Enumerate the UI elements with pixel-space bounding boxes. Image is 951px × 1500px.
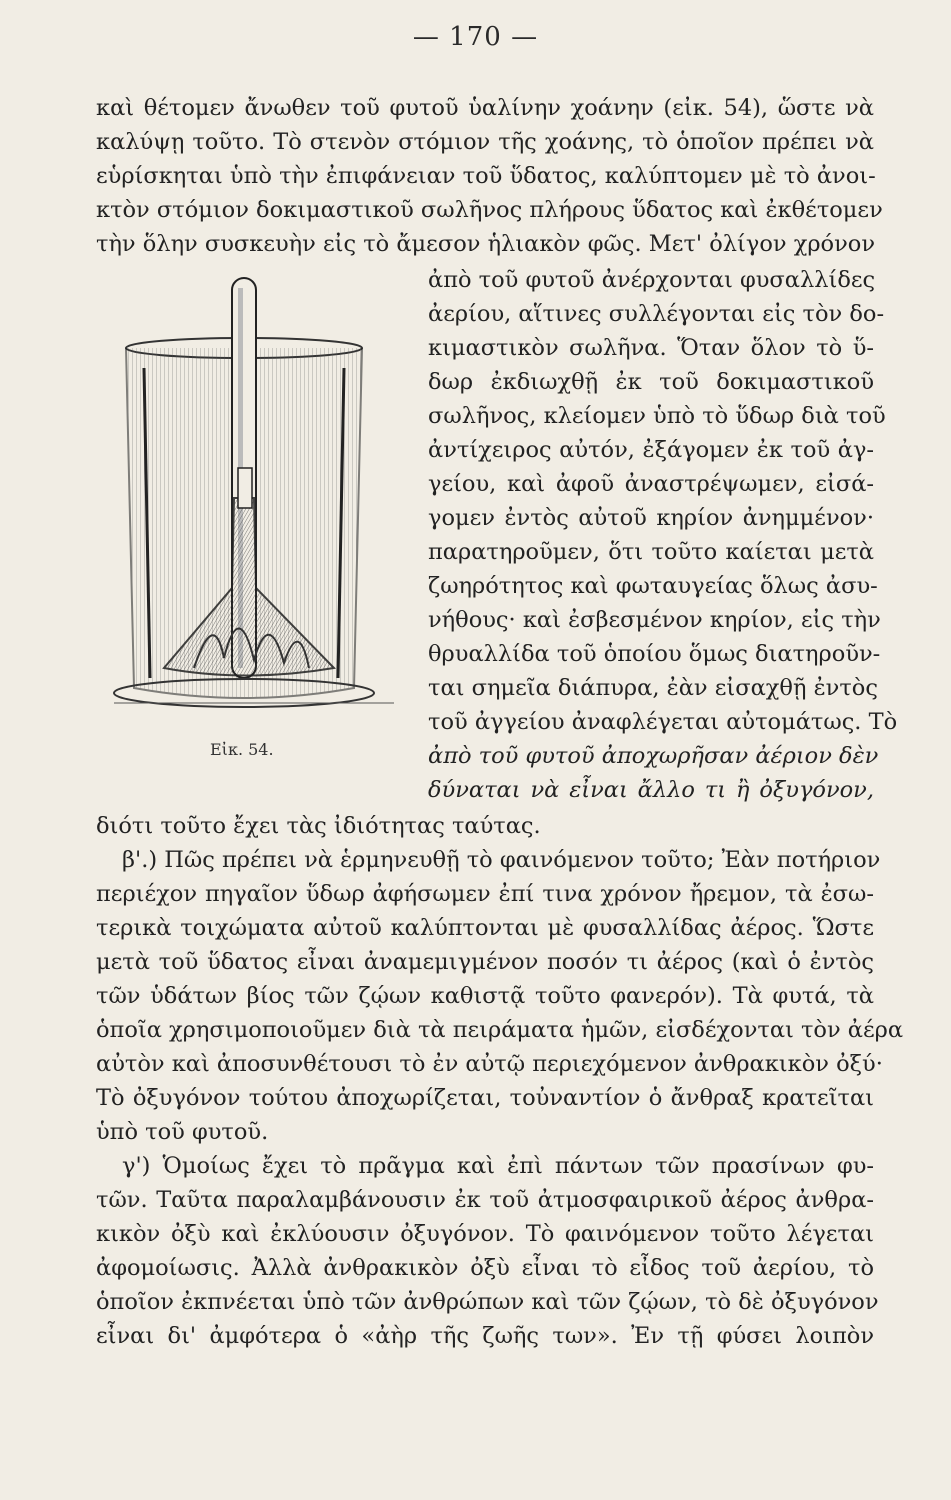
text-line: κικὸν ὀξὺ καὶ ἐκλύουσιν ὀξυγόνον. Τὸ φαινόμενον τοῦτο λέγεται [96,1221,874,1247]
text-line: μετὰ τοῦ ὕδατος εἶναι ἀναμεμιγμένον ποσόν τι ἀέρος (καὶ ὁ ἐντὸς [96,949,874,975]
text-line: ἀφομοίωσις. Ἀλλὰ ἀνθρακικὸν ὀξὺ εἶναι τὸ εἶδος τοῦ ἀερίου, τὸ [96,1255,874,1281]
text-line: ἀπὸ τοῦ φυτοῦ ἀνέρχονται φυσαλλίδες [428,267,876,293]
text-line: δύναται νὰ εἶναι ἄλλο τι ἢ ὀξυγόνον, [428,777,874,803]
text-line: κιμαστικὸν σωλῆνα. Ὅταν ὅλον τὸ ὕ- [428,335,874,361]
text-line: παρατηροῦμεν, ὅτι τοῦτο καίεται μετὰ [428,539,874,565]
text-line: τὴν ὅλην συσκευὴν εἰς τὸ ἄμεσον ἡλιακὸν φῶς. Μετ' ὀλίγον χρόνον [96,231,876,257]
text-line: γομεν ἐντὸς αὐτοῦ κηρίον ἀνημμένον· [428,505,874,531]
text-line: ὑπὸ τοῦ φυτοῦ. [96,1119,269,1145]
text-line: ὁποῖον ἐκπνέεται ὑπὸ τῶν ἀνθρώπων καὶ τῶν ζῴων, τὸ δὲ ὀξυγόνον [96,1289,879,1315]
text-line: καὶ θέτομεν ἄνωθεν τοῦ φυτοῦ ὑαλίνην χοάνην (εἰκ. 54), ὥστε νὰ [96,95,874,121]
beaker-funnel-illustration [104,268,404,748]
text-line: σωλῆνος, κλείομεν ὑπὸ τὸ ὕδωρ διὰ τοῦ [428,403,886,429]
text-line: τῶν ὑδάτων βίος τῶν ζῴων καθιστᾷ τοῦτο φανερόν). Τὰ φυτά, τὰ [96,983,874,1009]
text-line: ται σημεῖα διάπυρα, ἐὰν εἰσαχθῇ ἐντὸς [428,675,878,701]
text-line: διότι τοῦτο ἔχει τὰς ἰδιότητας ταύτας. [96,813,541,839]
text-line: εἶναι δι' ἀμφότερα ὁ «ἀὴρ τῆς ζωῆς των». Ἐν τῇ φύσει λοιπὸν [96,1323,874,1349]
text-line: νήθους· καὶ ἐσβεσμένον κηρίον, εἰς τὴν [428,607,881,633]
text-line: γ') Ὁμοίως ἔχει τὸ πρᾶγμα καὶ ἐπὶ πάντων τῶν πρασίνων φυ- [122,1153,874,1179]
text-line: ἀπὸ τοῦ φυτοῦ ἀποχωρῆσαν ἀέριον δὲν [428,743,879,769]
text-line: β'.) Πῶς πρέπει νὰ ἑρμηνευθῇ τὸ φαινόμενον τοῦτο; Ἐὰν ποτήριον [122,847,881,873]
page-number: — 170 — [412,22,539,52]
text-line: κτὸν στόμιον δοκιμαστικοῦ σωλῆνος πλήρους ὕδατος καὶ ἐκθέτομεν [96,197,883,223]
text-line: δωρ ἐκδιωχθῇ ἐκ τοῦ δοκιμαστικοῦ [428,369,874,395]
figure-caption: Εἰκ. 54. [210,740,274,759]
text-line: αὐτὸν καὶ ἀποσυνθέτουσι τὸ ἐν αὐτῷ περιεχόμενον ἀνθρακικὸν ὀξύ· [96,1051,883,1077]
text-line: Τὸ ὀξυγόνον τούτου ἀποχωρίζεται, τοὐναντίον ὁ ἄνθραξ κρατεῖται [96,1085,874,1111]
text-line: ζωηρότητος καὶ φωταυγείας ὅλως ἀσυ- [428,573,878,599]
text-line: γείου, καὶ ἀφοῦ ἀναστρέψωμεν, εἰσά- [428,471,874,497]
text-line: ὁποῖα χρησιμοποιοῦμεν διὰ τὰ πειράματα ἡμῶν, εἰσδέχονται τὸν ἀέρα [96,1017,904,1043]
text-line: καλύψῃ τοῦτο. Τὸ στενὸν στόμιον τῆς χοάνης, τὸ ὁποῖον πρέπει νὰ [96,129,874,155]
text-line: περιέχον πηγαῖον ὕδωρ ἀφήσωμεν ἐπί τινα χρόνον ἤρεμον, τὰ ἐσω- [96,881,874,907]
text-line: ἀερίου, αἵτινες συλλέγονται εἰς τὸν δο- [428,301,885,327]
text-line: ἀντίχειρος αὐτόν, ἐξάγομεν ἐκ τοῦ ἀγ- [428,437,874,463]
text-line: τῶν. Ταῦτα παραλαμβάνουσιν ἐκ τοῦ ἀτμοσφαιρικοῦ ἀέρος ἀνθρα- [96,1187,874,1213]
text-line: εὑρίσκηται ὑπὸ τὴν ἐπιφάνειαν τοῦ ὕδατος, καλύπτομεν μὲ τὸ ἀνοι- [96,163,876,189]
text-line: τοῦ ἀγγείου ἀναφλέγεται αὐτομάτως. Τὸ [428,709,898,735]
text-line: τερικὰ τοιχώματα αὐτοῦ καλύπτονται μὲ φυσαλλίδας ἀέρος. Ὥστε [96,915,874,941]
text-line: θρυαλλίδα τοῦ ὁποίου ὅμως διατηροῦν- [428,641,881,667]
